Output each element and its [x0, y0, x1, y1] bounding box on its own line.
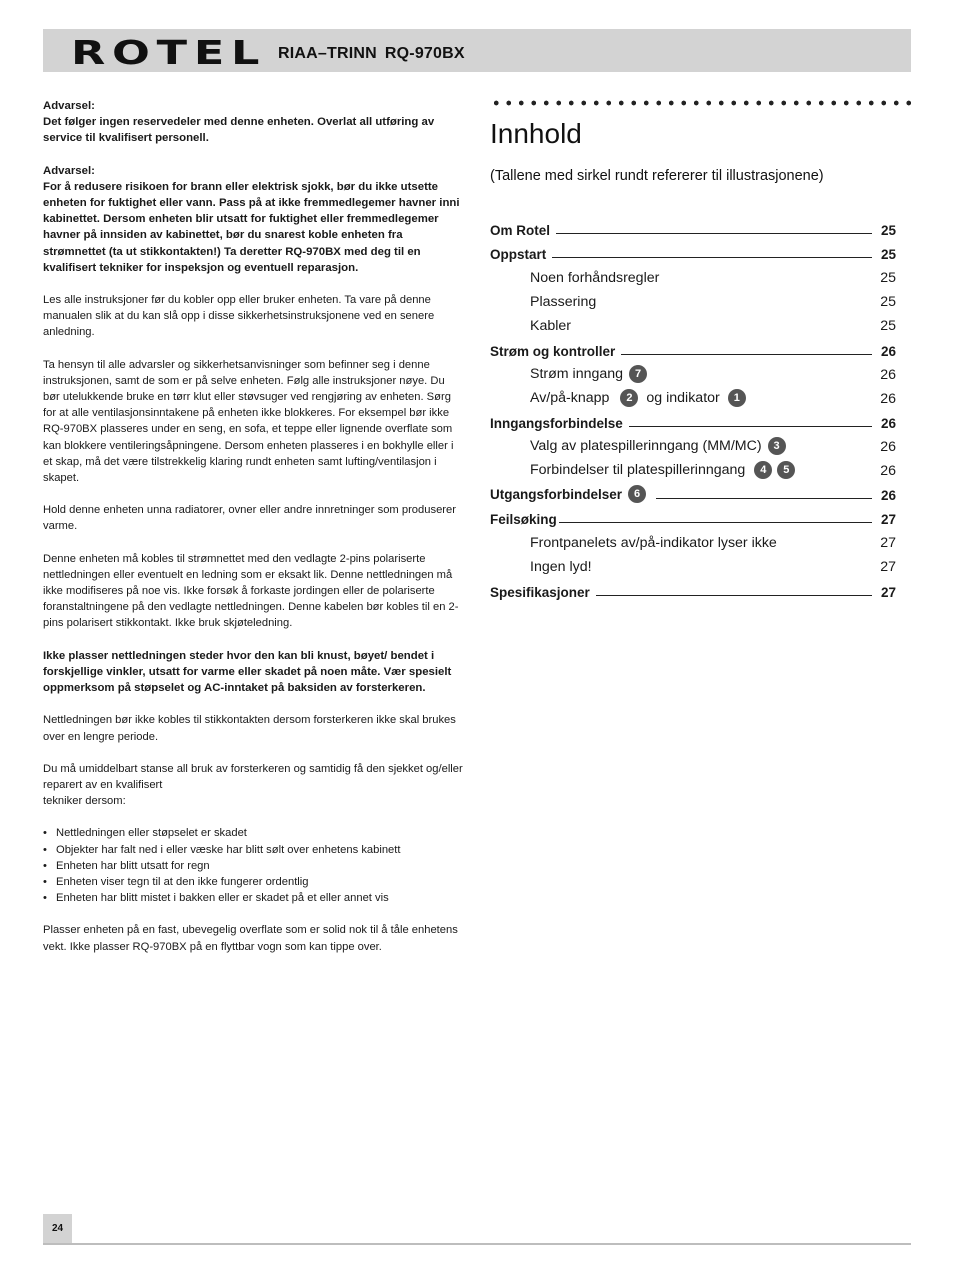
toc-row-av-pa-knapp[interactable]	[490, 383, 896, 407]
toc-page: 25	[880, 247, 896, 263]
toc-label: Valg av platespillerinngang (MM/MC)	[530, 437, 762, 454]
toc-label: Om Rotel	[490, 223, 551, 239]
toc-page: 26	[880, 366, 896, 383]
toc-page: 26	[880, 438, 896, 455]
safety-paragraph-4: Ta hensyn til alle advarsler og sikkerhetsanvisninger som befinner seg i denne instruksjonen, samt de som er på selve enheten. Følg alle instruksjoner nøye. Du bør utelukkende bruke en tørr klut eller støvsuger ved rengjøring av enheten. Sørg for at alle ventilasjonsinntakene på enheten ikke blokkeres. For eksempel bør ikke RQ-970BX plasseres under en seng, en sofa, et teppe eller lignende overflate som kan blokkere ventileringsåpningene. Dersom enheten plasseres i en bokhylle eller i et skap, må det være tilstrekkelig klaring rundt enheten samt lufting/ventilasjon i skapet.	[43, 358, 454, 485]
toc-label: Frontpanelets av/på-indikator lyser ikke	[530, 535, 777, 552]
toc-row-om-rotel[interactable]	[490, 214, 896, 238]
bullet-item: • Enheten har blitt mistet i bakken eller er skadet på et eller annet vis	[43, 890, 463, 906]
toc-row-feilsoking[interactable]	[490, 503, 896, 527]
toc-title: Innhold	[490, 118, 582, 149]
bullet-item: • Enheten har blitt utsatt for regn	[43, 858, 463, 874]
toc-row-forhandsregler[interactable]	[490, 262, 896, 286]
toc-page: 26	[880, 463, 896, 480]
footer-rule	[43, 1243, 911, 1245]
toc-page: 25	[880, 270, 896, 287]
warning-paragraph-1: Advarsel: Det følger ingen reservedeler med denne enheten. Overlat all utføring av service til kvalifisert personell.	[43, 100, 435, 145]
safety-paragraph-7: Ikke plasser nettledningen steder hvor den kan bli knust, bøyet/ bendet i forskjellige vinkler, utsatt for varme eller skadet på noen måte. Vær spesielt oppmerksom på støpselet og AC-inntaket på baksiden av forsterkeren.	[43, 649, 452, 695]
page-number-box	[43, 1214, 72, 1244]
toc-row-ingen-lyd[interactable]	[490, 551, 896, 575]
toc-label: Oppstart	[490, 247, 547, 263]
header-model: RQ-970BX	[384, 45, 465, 62]
toc-row-forbindelser-platespillerinngang[interactable]	[490, 455, 896, 479]
bullet-item: • Nettledningen eller støpselet er skadet	[43, 825, 463, 841]
callout-number-badge: 3	[768, 437, 786, 455]
callout-number-badge: 4	[754, 461, 772, 479]
callout-number-badge: 7	[629, 365, 647, 383]
safety-paragraph-9: Du må umiddelbart stanse all bruk av forsterkeren og samtidig få den sjekket og/eller reparert av en kvalifisert tekniker dersom:	[43, 762, 463, 808]
dotted-divider	[490, 99, 914, 107]
toc-page: 27	[880, 535, 896, 552]
toc-row-frontpanel-indikator[interactable]	[490, 527, 896, 551]
toc-label: Strøm inngang	[530, 365, 624, 382]
callout-number-badge: 6	[628, 485, 646, 503]
toc-row-kabler[interactable]	[490, 310, 896, 334]
damage-bullet-list	[43, 825, 463, 906]
warning-paragraph-2: Advarsel: For å redusere risikoen for brann eller elektrisk sjokk, bør du ikke utsette enheten for fuktighet eller vann. Pass på at ikke fremmedlegemer havner inni kabinettet. Dersom enheten blir utsatt for fuktighet eller fremmedlegemer havner på innsiden av kabinettet, bør du snarest koble enheten fra strømnettet (ta ut stikkontakten!) Ta deretter RQ-970BX med deg til en kvalifisert tekniker for inspeksjon og eventuell reparasjon.	[43, 164, 460, 274]
toc-page: 25	[880, 294, 896, 311]
toc-leader-line	[656, 498, 872, 499]
safety-paragraph-8: Nettledningen bør ikke kobles til stikkontakten dersom forsterkeren ikke skal brukes over en lengre periode.	[43, 714, 456, 743]
toc-label: Feilsøking	[490, 512, 557, 528]
toc-subtitle: (Tallene med sirkel rundt refererer til illustrasjonene)	[490, 168, 824, 184]
toc-row-strom-og-kontroller[interactable]	[490, 334, 896, 358]
toc-label: Spesifikasjoner	[490, 584, 590, 600]
toc-leader-line	[621, 354, 872, 355]
callout-number-badge: 5	[777, 461, 795, 479]
bullet-item: • Objekter har falt ned i eller væske har blitt sølt over enhetens kabinett	[43, 842, 463, 858]
header-title	[278, 45, 465, 63]
toc-page: 26	[880, 390, 896, 407]
toc-page: 26	[880, 488, 896, 504]
safety-paragraph-3: Les alle instruksjoner før du kobler opp eller bruker enheten. Ta vare på denne manualen slik at du kan slå opp i disse sikkerhetsinstruksjonene ved en senere anledning.	[43, 294, 435, 339]
toc-label: Strøm og kontroller	[490, 343, 616, 359]
table-of-contents	[490, 214, 896, 600]
toc-label: Utgangsforbindelser	[490, 486, 623, 502]
toc-label: Av/på-knapp	[530, 389, 610, 406]
toc-page: 25	[880, 318, 896, 335]
safety-paragraph-6: Denne enheten må kobles til strømnettet med den vedlagte 2-pins polariserte nettledningen eller eventuelt en ledning som er eksakt lik. Denne nettledningen må ikke modifiseres på noe vis. Ikke forsøk å forkaste jordingen eller de polariserte foranstaltningene på den vedlagte nettledningen. Denne kabelen bør kobles til en 2-pins polarisert stikkontakt. Ikke bruk skjøteledning.	[43, 552, 459, 630]
toc-row-strom-inngang[interactable]	[490, 359, 896, 383]
toc-page: 27	[880, 584, 896, 600]
toc-label: Kabler	[530, 318, 572, 335]
bullet-item: • Enheten viser tegn til at den ikke fungerer ordentlig	[43, 874, 463, 890]
toc-leader-line	[559, 522, 872, 523]
toc-row-plassering[interactable]	[490, 286, 896, 310]
toc-leader-line	[552, 257, 872, 258]
toc-leader-line	[556, 233, 872, 234]
toc-leader-line	[629, 426, 872, 427]
callout-number-badge: 2	[620, 389, 638, 407]
toc-leader-line	[596, 595, 872, 596]
toc-row-valg-av-platespillerinngang[interactable]	[490, 431, 896, 455]
safety-paragraph-5: Hold denne enheten unna radiatorer, ovner eller andre innretninger som produserer varme.	[43, 504, 456, 533]
toc-row-inngangsforbindelse[interactable]	[490, 407, 896, 431]
toc-label: Forbindelser til platespillerinngang	[530, 462, 746, 479]
toc-label: Plassering	[530, 294, 597, 311]
page-number: 24	[51, 1223, 64, 1234]
callout-number-badge: 1	[728, 389, 746, 407]
toc-page: 26	[880, 343, 896, 359]
toc-page: 25	[880, 223, 896, 239]
toc-label: Ingen lyd!	[530, 559, 592, 576]
toc-label: Inngangsforbindelse	[490, 415, 623, 431]
rotel-logo: ROTEL	[71, 33, 267, 72]
safety-column	[43, 98, 463, 971]
toc-row-oppstart[interactable]	[490, 238, 896, 262]
toc-label-continuation: og indikator	[646, 389, 720, 406]
header-section-title: RIAA–TRINN	[278, 45, 377, 62]
header-bar	[43, 29, 911, 72]
toc-page: 26	[880, 415, 896, 431]
toc-row-spesifikasjoner[interactable]	[490, 575, 896, 599]
toc-label: Noen forhåndsregler	[530, 270, 660, 287]
safety-paragraph-10: Plasser enheten på en fast, ubevegelig overflate som er solid nok til å tåle enhetens vekt. Ikke plasser RQ-970BX på en flyttbar vogn som kan tippe over.	[43, 924, 458, 953]
toc-row-utgangsforbindelser[interactable]	[490, 479, 896, 503]
toc-page: 27	[880, 559, 896, 576]
toc-page: 27	[880, 512, 896, 528]
